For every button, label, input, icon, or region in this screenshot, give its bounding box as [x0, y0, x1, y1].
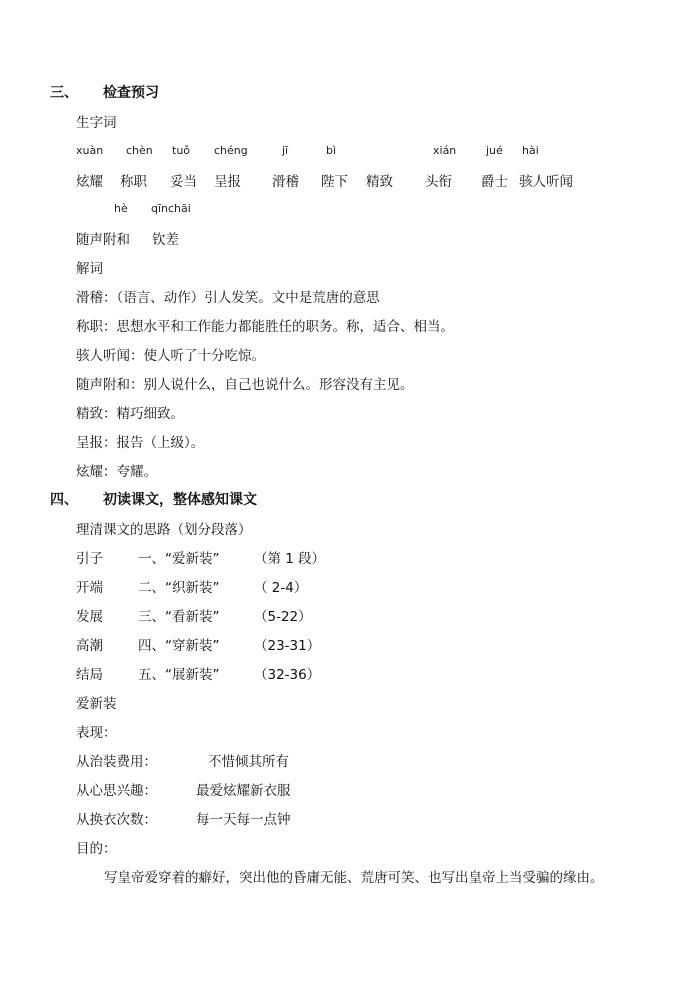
definition-item: 呈报：报告（上级）。	[76, 435, 205, 451]
word-chenzhi: 称职	[120, 174, 147, 190]
word-touxian: 头衔	[425, 174, 452, 190]
word-bixia: 陛下	[321, 174, 348, 190]
biaoxian-key: 从换衣次数：	[76, 812, 157, 828]
outline-item: 四、“穿新装”	[138, 638, 220, 654]
pinyin-he: hè	[114, 202, 128, 215]
pinyin-bi: bì	[326, 144, 337, 157]
word-jingzhi: 精致	[366, 174, 393, 190]
biaoxian-label: 表现：	[76, 725, 117, 741]
pinyin-hai: hài	[522, 144, 539, 157]
word-qinchai: 钦差	[152, 232, 179, 248]
section-3-title: 检查预习	[103, 85, 159, 101]
outline-item: 五、“展新装”	[138, 667, 220, 683]
section-3-number: 三、	[50, 85, 78, 101]
shengzi-label: 生字词	[76, 115, 117, 131]
pinyin-tuo: tuǒ	[172, 144, 191, 157]
pinyin-xian: xián	[433, 144, 457, 157]
word-suishengfuhe: 随声附和	[76, 232, 130, 248]
biaoxian-key: 从治装费用：	[76, 754, 157, 770]
outline-label: 理清课文的思路（划分段落）	[76, 522, 252, 538]
outline-item: 一、“爱新装”	[138, 551, 220, 567]
pinyin-ji: jī	[282, 144, 289, 157]
outline-range: （第 1 段）	[254, 551, 326, 567]
definition-item: 随声附和：别人说什么，自己也说什么。形容没有主见。	[76, 377, 414, 393]
biaoxian-value: 最爱炫耀新衣服	[196, 783, 291, 799]
section-4-number: 四、	[50, 492, 78, 508]
definition-item: 炫耀：夸耀。	[76, 464, 157, 480]
definition-item: 骇人听闻：使人听了十分吃惊。	[76, 348, 265, 364]
pinyin-qinchai: qīnchāi	[151, 202, 191, 215]
word-huaji: 滑稽	[272, 174, 299, 190]
definition-item: 称职：思想水平和工作能力都能胜任的职务。称，适合、相当。	[76, 319, 454, 335]
ai-xinzhuang-label: 爱新装	[76, 696, 117, 712]
mudi-text: 写皇帝爱穿着的癖好，突出他的昏庸无能、荒唐可笑、也写出皇帝上当受骗的缘由。	[104, 870, 604, 886]
definition-item: 精致：精巧细致。	[76, 406, 184, 422]
word-xuanyao: 炫耀	[76, 174, 103, 190]
mudi-label: 目的：	[76, 841, 117, 857]
word-hairentingwen: 骇人听闻	[519, 174, 573, 190]
pinyin-jue: jué	[486, 144, 503, 157]
word-jueshi: 爵士	[481, 174, 508, 190]
pinyin-xuan: xuàn	[76, 144, 104, 157]
outline-range: （5-22）	[254, 609, 312, 625]
section-4-title: 初读课文，整体感知课文	[103, 492, 257, 508]
pinyin-cheng: chéng	[214, 144, 248, 157]
outline-part: 发展	[76, 609, 103, 625]
outline-part: 结局	[76, 667, 103, 683]
outline-range: （ 2-4）	[254, 580, 308, 596]
pinyin-chen: chèn	[126, 144, 153, 157]
biaoxian-value: 每一天每一点钟	[196, 812, 291, 828]
outline-item: 三、“看新装”	[138, 609, 220, 625]
outline-part: 高潮	[76, 638, 103, 654]
outline-range: （23-31）	[254, 638, 321, 654]
biaoxian-key: 从心思兴趣：	[76, 783, 157, 799]
outline-part: 引子	[76, 551, 103, 567]
biaoxian-value: 不惜倾其所有	[208, 754, 289, 770]
outline-item: 二、“织新装”	[138, 580, 220, 596]
definition-item: 滑稽：（语言、动作）引人发笑。文中是荒唐的意思	[76, 290, 380, 306]
outline-range: （32-36）	[254, 667, 321, 683]
word-chengbao: 呈报	[214, 174, 241, 190]
jieci-label: 解词	[76, 261, 103, 277]
word-tuodang: 妥当	[170, 174, 197, 190]
outline-part: 开端	[76, 580, 103, 596]
